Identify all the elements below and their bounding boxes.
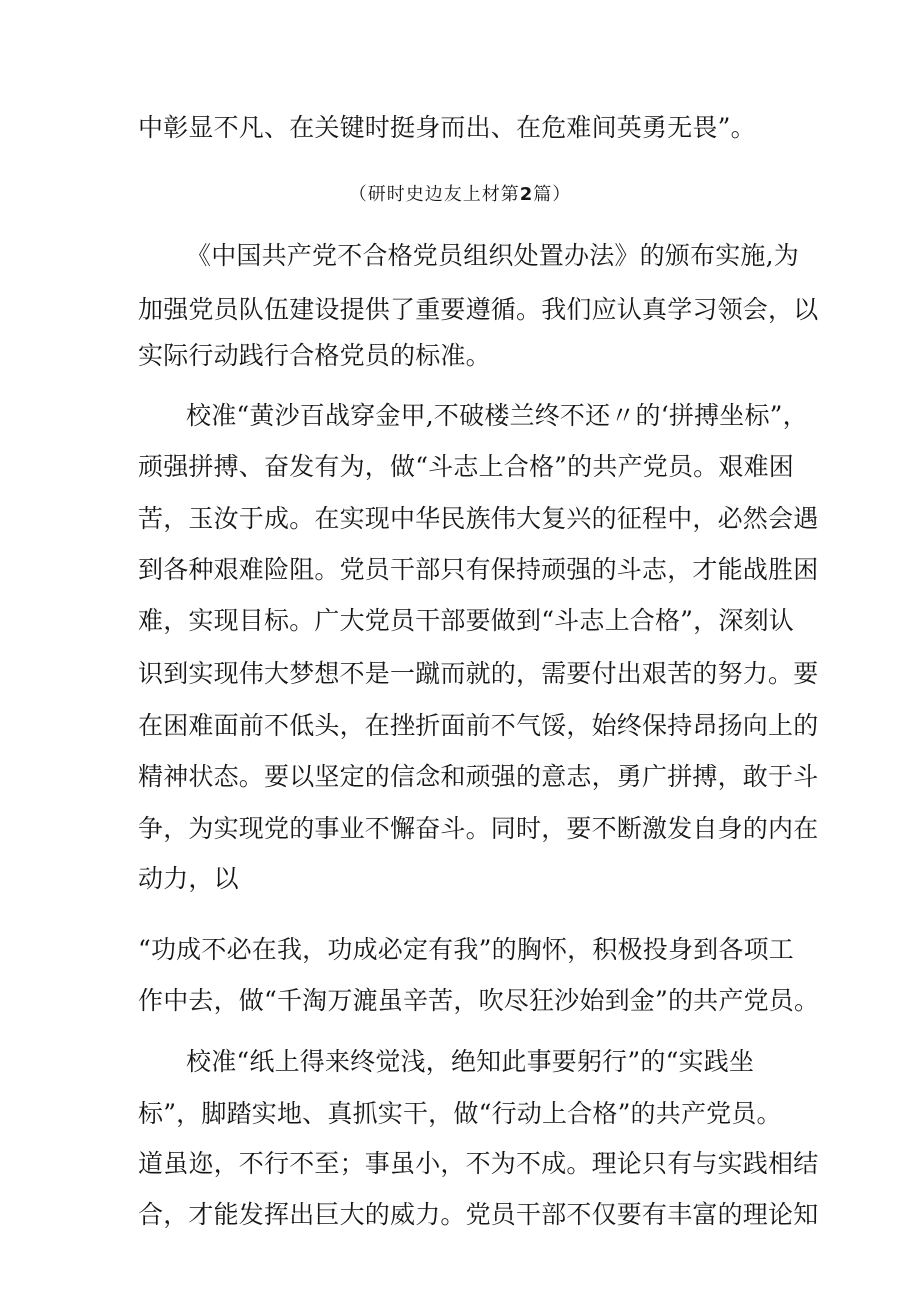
paragraph-line: 合，才能发挥出巨大的威力。党员干部不仅要有丰富的理论知 xyxy=(138,1200,819,1229)
paragraph-line: 道虽迩，不行不至；事虽小，不为不成。理论只有与实践相结 xyxy=(138,1149,819,1178)
paragraph-line: 标”，脚踏实地、真抓实干，做“行动上合格”的共产党员。 xyxy=(138,1099,782,1128)
paragraph-line: 苦，玉汝于成。在实现中华民族伟大复兴的征程中，必然会遇 xyxy=(138,504,819,533)
paragraph-line: 加强党员队伍建设提供了重要遵循。我们应认真学习领会，以 xyxy=(138,295,819,324)
paragraph-line: 顽强拼搏、奋发有为，做“斗志上合格”的共产党员。艰难困 xyxy=(138,452,794,481)
paragraph-line: 精神状态。要以坚定的信念和顽强的意志，勇广拼搏，敢于斗 xyxy=(138,762,819,791)
paragraph-line: 争，为实现党的事业不懈奋斗。同时，要不断激发自身的内在 xyxy=(138,814,819,843)
section-subtitle xyxy=(0,183,920,207)
paragraph-line: 动力，以 xyxy=(138,864,239,893)
paragraph-line: 《中国共产党不合格党员组织处置办法》的颁布实施,为 xyxy=(186,241,799,270)
paragraph-line: 难，实现目标。广大党员干部要做到“斗志上合格”，深刻认 xyxy=(138,606,794,635)
paragraph-line: 到各种艰难险阻。党员干部只有保持顽强的斗志，才能战胜困 xyxy=(138,555,819,584)
paragraph-line: 校准“纸上得来终觉浅，绝知此事要躬行”的“实践坐 xyxy=(186,1047,755,1076)
subtitle-prefix: （研时史边友上材第 xyxy=(348,184,520,205)
paragraph-line: 校准“黄沙百战穿金甲,不破楼兰终不还〃的‘拼搏坐标”， xyxy=(186,401,808,430)
paragraph-line: 作中去，做“千淘万漉虽辛苦，吹尽狂沙始到金”的共产党员。 xyxy=(138,986,820,1015)
subtitle-suffix: 篇） xyxy=(533,184,572,205)
paragraph-line: “功成不必在我，功成必定有我”的胸怀，积极投身到各项工 xyxy=(138,935,794,964)
paragraph-line: 中彰显不凡、在关键时挺身而出、在危难间英勇无畏”。 xyxy=(138,113,756,142)
paragraph-line: 识到实现伟大梦想不是一蹴而就的，需要付出艰苦的努力。要 xyxy=(138,659,819,688)
paragraph-line: 在困难面前不低头，在挫折面前不气馁，始终保持昂扬向上的 xyxy=(138,711,819,740)
subtitle-number: 2 xyxy=(519,184,534,205)
paragraph-line: 实际行动践行合格党员的标准。 xyxy=(138,341,491,370)
